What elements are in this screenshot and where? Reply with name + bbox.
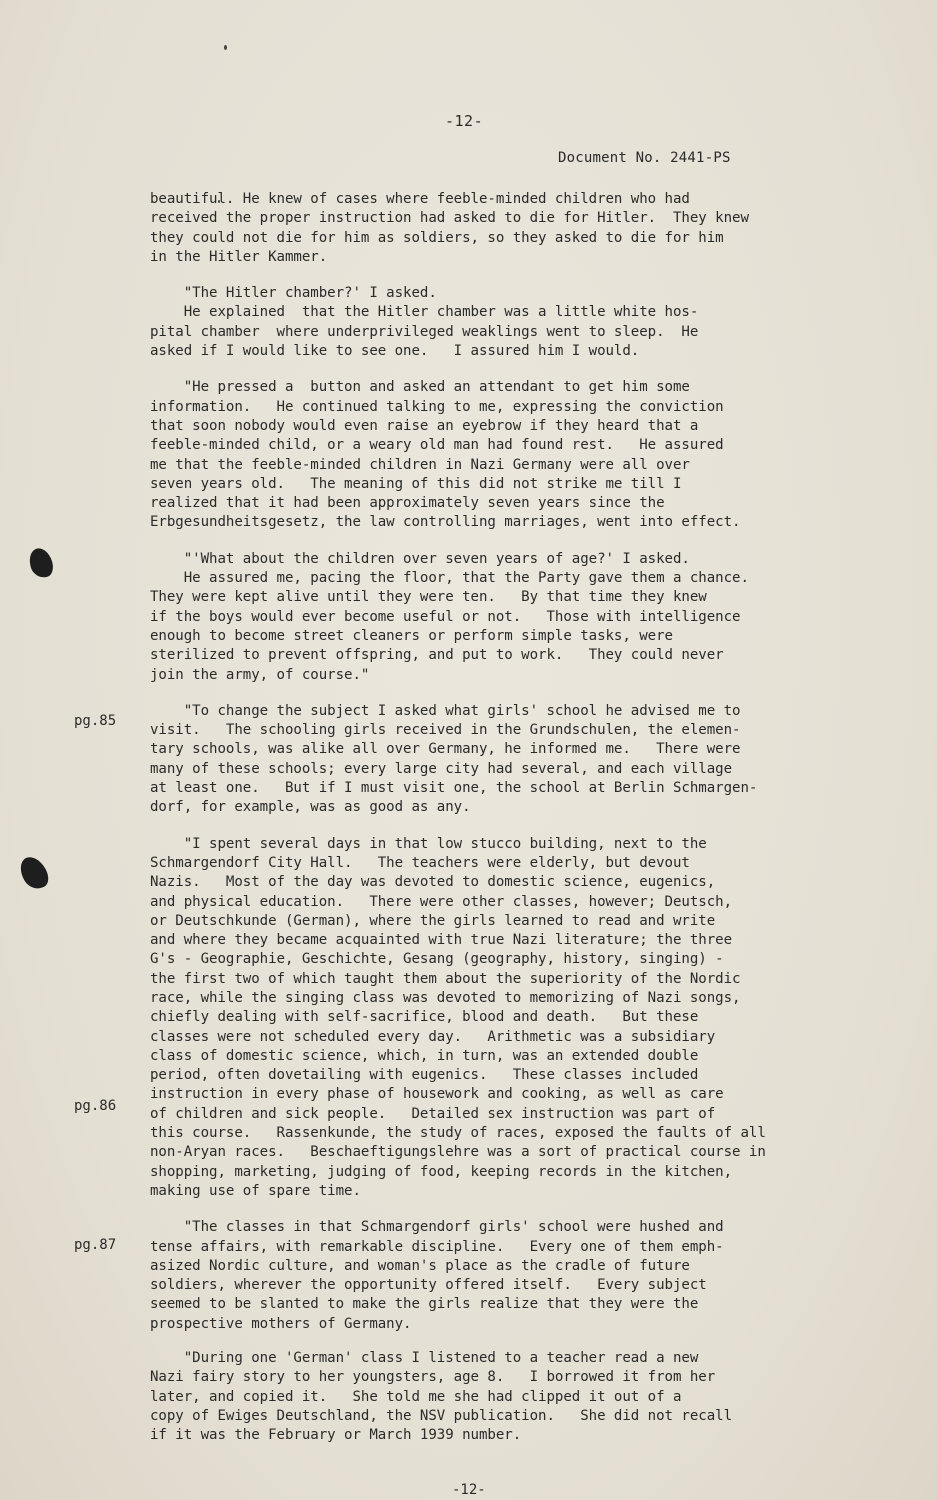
margin-note-pg87: pg.87	[74, 1237, 117, 1253]
paragraph-6: "I spent several days in that low stucco building, next to the Schmargendorf City Hall. The teachers were elderly, but devout Nazis. Most of the day was devoted to domestic science, eugenics, and physical education. There were other classes, however; Deutsch, or Deutschkunde (German), where the girls learned to read and write and where they became acquainted with true Nazi literature; the three G's - Geographie, Geschichte, Gesang (geography, history, singing) - the first two of which taught them about the superiority of the Nordic race, while the singing class was devoted to memorizing of Nazi songs, chiefly dealing with self-sacrifice, blood and death. But these classes were not scheduled every day. Arithmetic was a subsidiary class of domestic science, which, in turn, was an extended double period, often dovetailing with eugenics. These classes included instruction in every phase of housework and cooking, as well as care of children and sick people. Detailed sex instruction was part of this course. Rassenkunde, the study of races, exposed the faults of all non-Aryan races. Beschaeftigungslehre was a sort of practical course in shopping, marketing, judging of food, keeping records in the kitchen, making use of spare time.	[150, 835, 766, 1199]
paper-speck	[224, 45, 227, 50]
document-body	[150, 190, 870, 1446]
margin-note-pg85: pg.85	[74, 713, 117, 729]
paragraph-7: "The classes in that Schmargendorf girls' school were hushed and tense affairs, with remarkable discipline. Every one of them emph- asized Nordic culture, and woman's place as the cradle of future soldiers, wherever the opportunity offered itself. Every subject seemed to be slanted to make the girls realize that they were the prospective mothers of Germany.	[150, 1219, 724, 1332]
punch-hole-top	[26, 545, 56, 580]
paragraph-2: "The Hitler chamber?' I asked. He explained that the Hitler chamber was a little white hos- pital chamber where underprivileged weaklings went to sleep. He asked if I would like to see one. I assured him I would.	[150, 285, 699, 360]
margin-note-pg86: pg.86	[74, 1098, 117, 1114]
punch-hole-bottom	[15, 852, 53, 893]
paragraph-4: "'What about the children over seven years of age?' I asked. He assured me, pacing the floor, that the Party gave them a chance. They were kept alive until they were ten. By that time they knew if the boys would ever become useful or not. Those with intelligence enough to become street cleaners or perform simple tasks, were sterilized to prevent offspring, and put to work. They could never join the army, of course."	[150, 550, 749, 683]
document-number: Document No. 2441-PS	[558, 150, 731, 166]
paragraph-3: "He pressed a button and asked an attendant to get him some information. He continued talking to me, expressing the conviction that soon nobody would even raise an eyebrow if they heard that a feeble-minded child, or a weary old man had found rest. He assured me that the feeble-minded children in Nazi Germany were all over seven years old. The meaning of this did not strike me till I realized that it had been approximately seven years since the Erbgesundheitsgesetz, the law controlling marriages, went into effect.	[150, 379, 741, 531]
page-number-top: -12-	[445, 112, 484, 130]
page-number-bottom: -12-	[452, 1482, 486, 1498]
paragraph-5: "To change the subject I asked what girls' school he advised me to visit. The schooling girls received in the Grundschulen, the elemen- tary schools, was alike all over Germany, he informed me. There were many of these schools; every large city had several, and each village at least one. But if I must visit one, the school at Berlin Schmargen- dorf, for example, was as good as any.	[150, 702, 758, 816]
paragraph-1: beautiful. He knew of cases where feeble-minded children who had received the proper instruction had asked to die for Hitler. They knew they could not die for him as soldiers, so they asked to die for him in the Hitler Kammer.	[150, 191, 749, 265]
paragraph-8: "During one 'German' class I listened to a teacher read a new Nazi fairy story to her youngsters, age 8. I borrowed it from her later, and copied it. She told me she had clipped it out of a copy of Ewiges Deutschland, the NSV publication. She did not recall if it was the February or March 1939 number.	[150, 1350, 733, 1444]
